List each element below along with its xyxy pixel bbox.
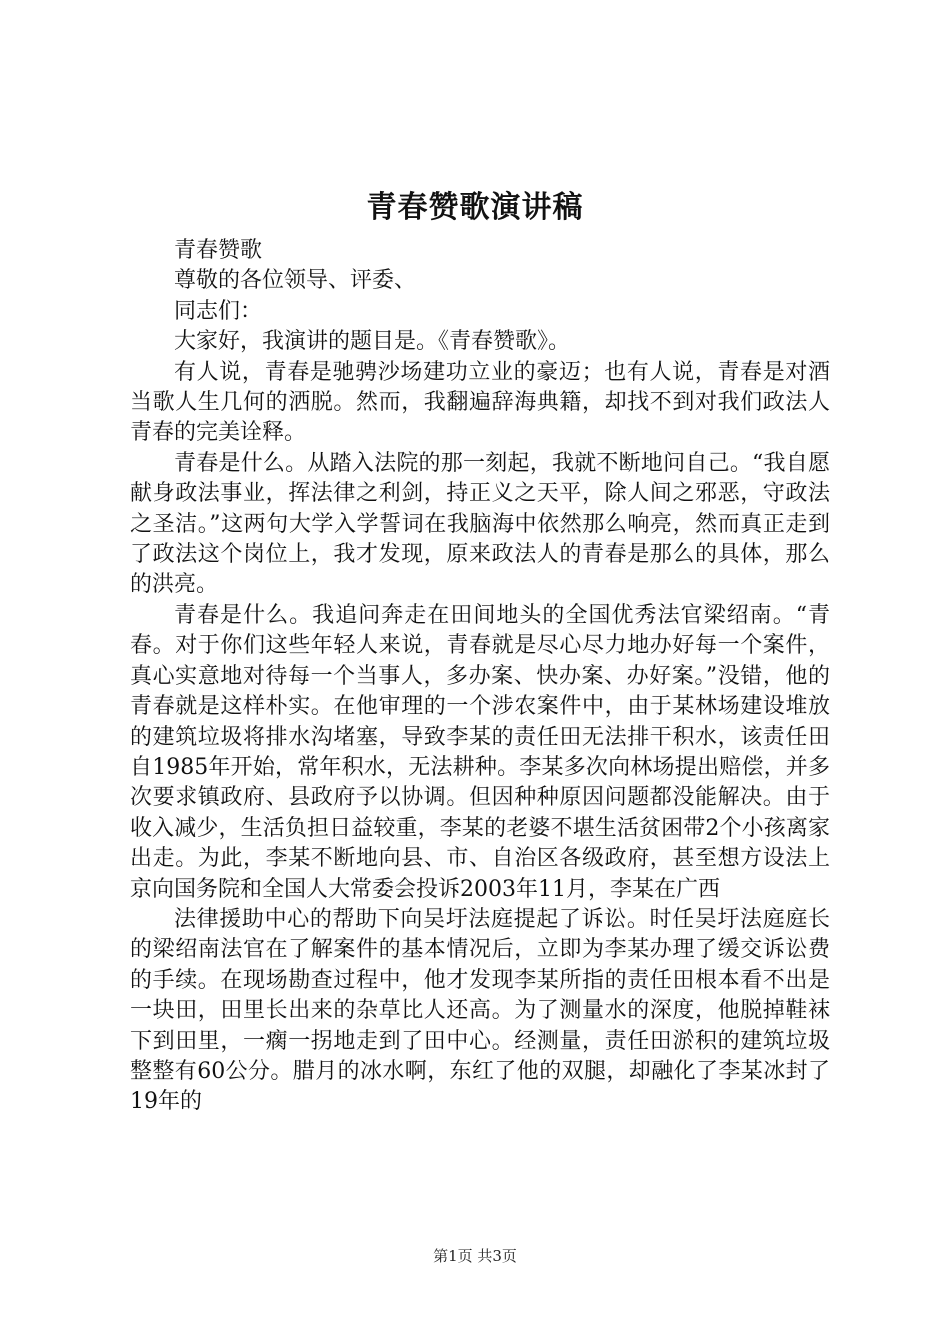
document-title: 青春赞歌演讲稿 (366, 190, 584, 225)
paragraph: 尊敬的各位领导、评委、 (174, 268, 417, 294)
document-body (130, 236, 830, 1118)
paragraph: 同志们： (174, 298, 263, 324)
paragraph: 青春赞歌 (174, 238, 263, 263)
paragraph: 青春是什么。从踏入法院的那一刻起，我就不断地问自己。“我自愿献身政法事业，挥法律之利剑，持正义之天平，除人间之邪恶，守政法之圣洁。”这两句大学入学誓词在我脑海中依然那么响亮，然而真正走到了政法这个岗位上，我才发现，原来政法人的青春是那么的具体，那么的洪亮。 (130, 450, 830, 598)
paragraph: 大家好，我演讲的题目是。《青春赞歌》。 (174, 329, 571, 355)
page-footer: 第1页 共3页 (433, 1247, 517, 1265)
paragraph: 有人说，青春是驰骋沙场建功立业的豪迈；也有人说，青春是对酒当歌人生几何的洒脱。然而，我翻遍辞海典籍，却找不到对我们政法人青春的完美诠释。 (130, 359, 830, 446)
paragraph: 青春是什么。我追问奔走在田间地头的全国优秀法官梁绍南。“青春。对于你们这些年轻人来说，青春就是尽心尽力地办好每一个案件，真心实意地对待每一个当事人，多办案、快办案、办好案。”没错，他的青春就是这样朴实。在他审理的一个涉农案件中，由于某林场建设堆放的建筑垃圾将排水沟堵塞，导致李某的责任田无法排干积水，该责任田自1985年开始，常年积水，无法耕种。李某多次向林场提出赔偿，并多次要求镇政府、县政府予以协调。但因种种原因问题都没能解决。由于收入减少，生活负担日益较重，李某的老婆不堪生活贫困带2个小孩离家出走。为此，李某不断地向县、市、自治区各级政府，甚至想方设法上京向国务院和全国人大常委会投诉2003年11月，李某在广西 (130, 602, 830, 902)
paragraph: 法律援助中心的帮助下向吴圩法庭提起了诉讼。时任吴圩法庭庭长的梁绍南法官在了解案件的基本情况后，立即为李某办理了缓交诉讼费的手续。在现场勘查过程中，他才发现李某所指的责任田根本看不出是一块田，田里长出来的杂草比人还高。为了测量水的深度，他脱掉鞋袜下到田里，一瘸一拐地走到了田中心。经测量，责任田淤积的建筑垃圾整整有60公分。腊月的冰水啊，东红了他的双腿，却融化了李某冰封了19年的 (130, 906, 830, 1115)
